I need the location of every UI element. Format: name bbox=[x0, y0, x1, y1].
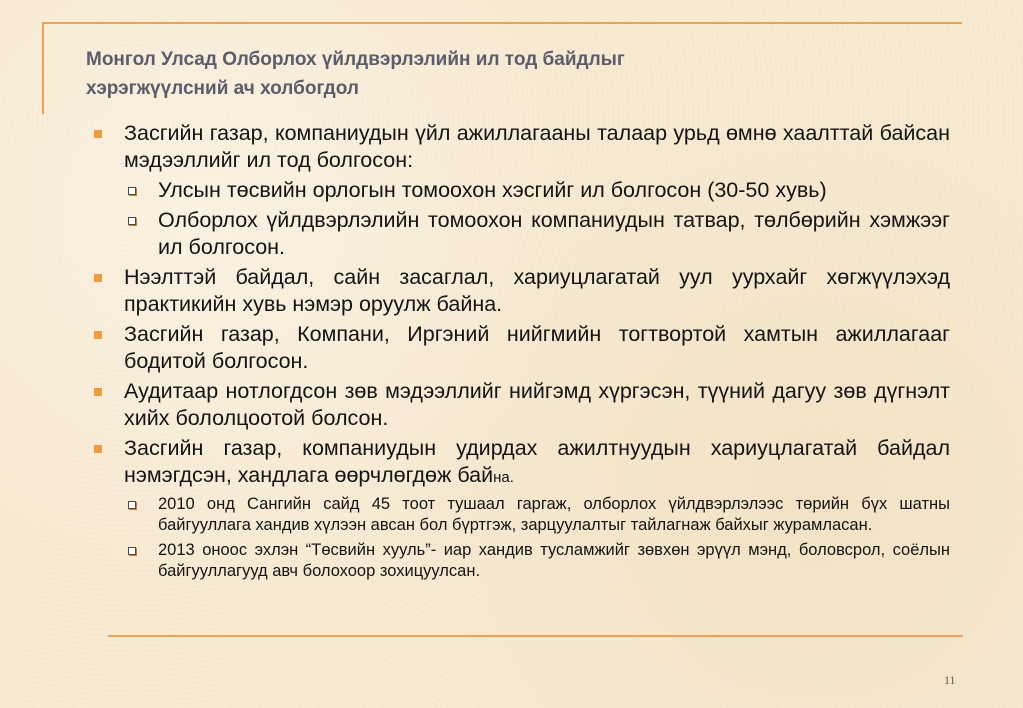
bullet-text: Аудитаар нотлогдсон зөв мэдээллийг нийгэмд хүргэсэн, түүний дагуу зөв дүгнэлт хийх бололцоотой болсон. bbox=[124, 379, 950, 430]
slide-body bbox=[92, 120, 950, 586]
bullet-text: Засгийн газар, компаниудын үйл ажиллагааны талаар урьд өмнө хаалттай байсан мэдээллийг ил тод болгосон: bbox=[124, 121, 950, 172]
left-accent-rule bbox=[42, 22, 44, 114]
bullet-text: Засгийн газар, Компани, Иргэний нийгмийн тогтвортой хамтын ажиллагааг бодитой болгосон. bbox=[124, 322, 950, 373]
orange-square-bullet-icon bbox=[94, 445, 102, 453]
hollow-square-bullet-icon bbox=[128, 217, 136, 225]
sub-bullet-text: 2010 онд Сангийн сайд 45 тоот тушаал гаргаж, олборлох үйлдвэрлэлээс төрийн бүх шатны байгууллага хандив хүлээн авсан бол бүртгэж, зарцуулалтыг тайлагнаж байхыг журамласан. bbox=[158, 495, 950, 534]
sub-bullet-text: 2013 оноос эхлэн “Төсвийн хууль”- иар хандив тусламжийг зөвхөн эрүүл мэнд, боловсрол, соёлын байгууллагууд авч болохоор зохицуулсан. bbox=[158, 541, 950, 580]
bullet-text-tail: на. bbox=[493, 469, 514, 486]
bullet-item-1 bbox=[92, 120, 950, 174]
top-accent-rule bbox=[42, 22, 962, 24]
bullet-item-5 bbox=[92, 435, 950, 491]
sub-bullet-text: Улсын төсвийн орлогын томоохон хэсгийг ил болгосон (30-50 хувь) bbox=[158, 178, 827, 202]
hollow-square-bullet-icon bbox=[128, 547, 136, 555]
slide-title-line-2: хэрэгжүүлсний ач холбогдол bbox=[86, 78, 359, 99]
bullet-item-3 bbox=[92, 321, 950, 375]
sub-bullet-item-5-1 bbox=[124, 494, 950, 536]
page-number: 11 bbox=[944, 673, 956, 687]
sub-bullet-item-5-2 bbox=[124, 540, 950, 582]
bullet-text: Нээлттэй байдал, сайн засаглал, хариуцлагатай уул уурхайг хөгжүүлэхэд практикийн хувь нэмэр оруулж байна. bbox=[124, 265, 950, 316]
bullet-item-4 bbox=[92, 378, 950, 432]
orange-square-bullet-icon bbox=[94, 274, 102, 282]
sub-bullet-item-1-2 bbox=[124, 207, 950, 261]
bullet-item-2 bbox=[92, 264, 950, 318]
sub-bullet-item-1-1 bbox=[124, 177, 950, 204]
orange-square-bullet-icon bbox=[94, 130, 102, 138]
orange-square-bullet-icon bbox=[94, 388, 102, 396]
hollow-square-bullet-icon bbox=[128, 187, 136, 195]
sub-bullet-text: Олборлох үйлдвэрлэлийн томоохон компаниудын татвар, төлбөрийн хэмжээг ил болгосон. bbox=[158, 208, 950, 259]
bullet-text: Засгийн газар, компаниудын удирдах ажилтнуудын хариуцлагатай байдал нэмэгдсэн, хандлага өөрчлөгдөж бай bbox=[124, 436, 950, 487]
slide-title-line-1: Монгол Улсад Олборлох үйлдвэрлэлийн ил тод байдлыг bbox=[86, 49, 625, 70]
hollow-square-bullet-icon bbox=[128, 501, 136, 509]
slide-title bbox=[86, 45, 906, 103]
orange-square-bullet-icon bbox=[94, 331, 102, 339]
bottom-accent-rule bbox=[108, 635, 963, 637]
